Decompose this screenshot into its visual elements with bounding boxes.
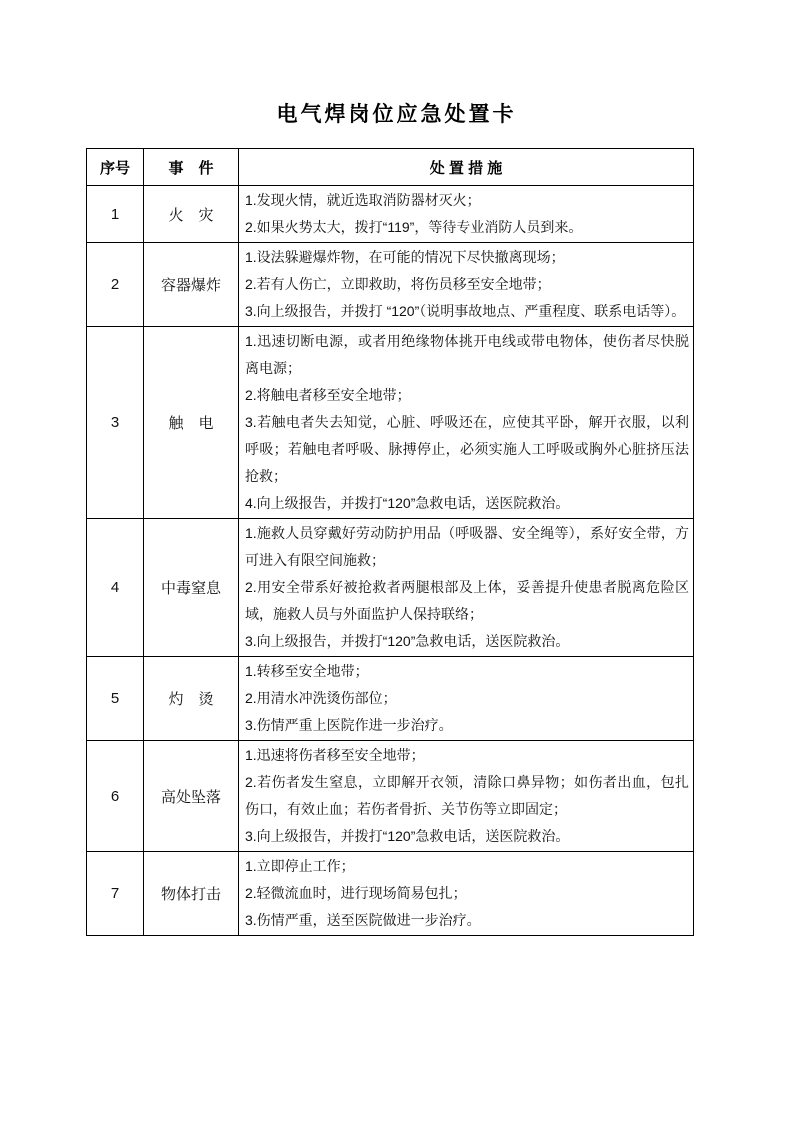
row-number: 5: [87, 657, 144, 741]
measure-line: 3.伤情严重，送至医院做进一步治疗。: [245, 912, 481, 928]
table-row: [87, 741, 694, 852]
row-number: 4: [87, 519, 144, 657]
measures-cell: [239, 519, 694, 657]
event-name: 火 灾: [144, 186, 239, 243]
measure-line: 2.将触电者移至安全地带；: [245, 387, 411, 403]
measure-line: 2.轻微流血时，进行现场简易包扎；: [245, 885, 467, 901]
measures-cell: [239, 327, 694, 519]
measure-line: 2.如果火势太大，拨打“119”，等待专业消防人员到来。: [245, 219, 583, 235]
measures-cell: [239, 741, 694, 852]
event-name: 高处坠落: [144, 741, 239, 852]
measure-line: 3.伤情严重上医院作进一步治疗。: [245, 717, 453, 733]
header-cell-no: 序号: [87, 149, 144, 186]
measure-line: 4.向上级报告，并拨打“120”急救电话，送医院救治。: [245, 495, 570, 511]
measure-line: 2.若伤者发生窒息，立即解开衣领，清除口鼻异物；如伤者出血，包扎伤口，有效止血；若伤者骨折、关节伤等立即固定；: [245, 774, 689, 817]
measure-line: 1.设法躲避爆炸物，在可能的情况下尽快撤离现场；: [245, 249, 565, 265]
measure-line: 2.用安全带系好被抢救者两腿根部及上体，妥善提升使患者脱离危险区域，施救人员与外面监护人保持联络；: [245, 579, 689, 622]
row-number: 2: [87, 243, 144, 327]
measure-line: 1.迅速切断电源，或者用绝缘物体挑开电线或带电物体，使伤者尽快脱离电源；: [245, 333, 689, 376]
event-name: 触 电: [144, 327, 239, 519]
row-number: 6: [87, 741, 144, 852]
page-title: 电气焊岗位应急处置卡: [276, 101, 517, 126]
measure-line: 3.向上级报告，并拨打“120”急救电话，送医院救治。: [245, 828, 570, 844]
emergency-response-table: [86, 148, 694, 936]
header-cell-event: 事 件: [144, 149, 239, 186]
measure-line: 1.转移至安全地带；: [245, 663, 369, 679]
measure-line: 2.用清水冲洗烫伤部位；: [245, 690, 397, 706]
table-row: [87, 519, 694, 657]
row-number: 3: [87, 327, 144, 519]
event-name: 容器爆炸: [144, 243, 239, 327]
event-name: 中毒窒息: [144, 519, 239, 657]
table-row: [87, 327, 694, 519]
measures-cell: [239, 657, 694, 741]
measure-line: 1.施救人员穿戴好劳动防护用品（呼吸器、安全绳等），系好安全带，方可进入有限空间施救；: [245, 525, 689, 568]
table-row: [87, 657, 694, 741]
table-row: [87, 186, 694, 243]
measure-line: 3.若触电者失去知觉，心脏、呼吸还在，应使其平卧，解开衣服，以利呼吸；若触电者呼吸、脉搏停止，必须实施人工呼吸或胸外心脏挤压法抢救；: [245, 414, 689, 484]
event-name: 灼 烫: [144, 657, 239, 741]
measure-line: 1.立即停止工作；: [245, 858, 355, 874]
measure-line: 1.发现火情，就近选取消防器材灭火；: [245, 192, 481, 208]
measures-cell: [239, 852, 694, 936]
header-cell-measures: 处 置 措 施: [239, 149, 694, 186]
measures-cell: [239, 186, 694, 243]
event-name: 物体打击: [144, 852, 239, 936]
table-row: [87, 243, 694, 327]
table-header-row: [87, 149, 694, 186]
measures-cell: [239, 243, 694, 327]
measure-line: 2.若有人伤亡，立即救助，将伤员移至安全地带；: [245, 276, 551, 292]
row-number: 7: [87, 852, 144, 936]
measure-line: 3.向上级报告，并拨打 “120”（说明事故地点、严重程度、联系电话等）。: [245, 303, 686, 319]
measure-line: 1.迅速将伤者移至安全地带；: [245, 747, 425, 763]
measure-line: 3.向上级报告，并拨打“120”急救电话，送医院救治。: [245, 633, 570, 649]
row-number: 1: [87, 186, 144, 243]
table-row: [87, 852, 694, 936]
